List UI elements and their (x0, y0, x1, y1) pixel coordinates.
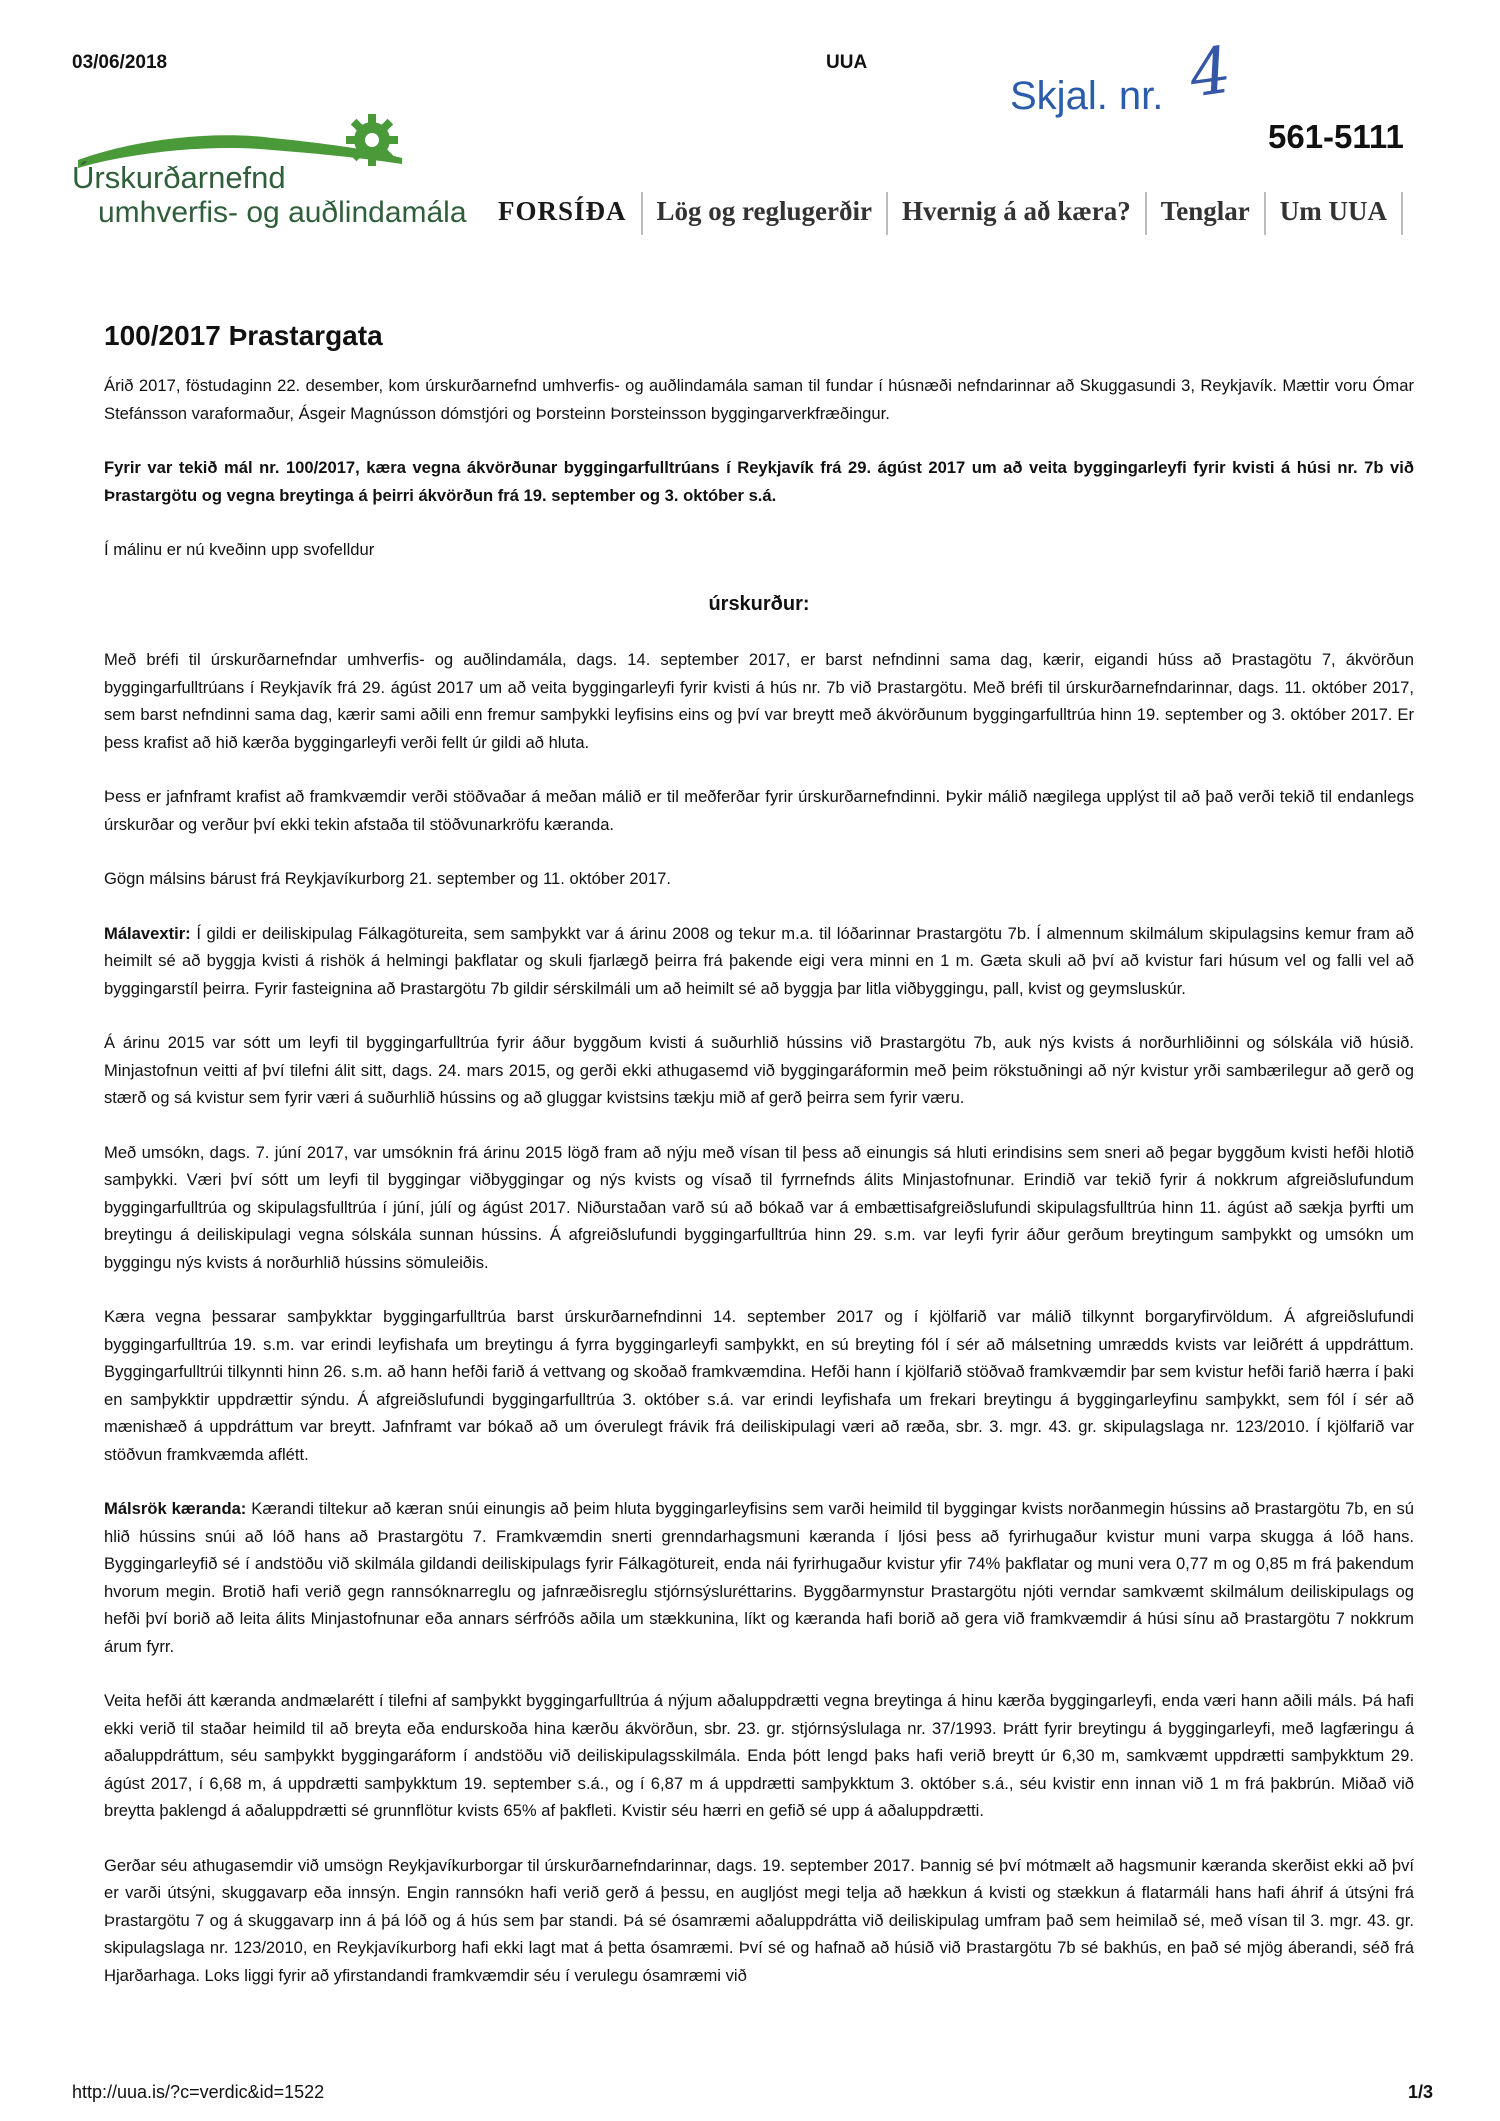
arguments-text: Kærandi tiltekur að kæran snúi einungis að þeim hluta byggingarleyfisins sem varði heimild til byggingar kvists norðanmegin hússins að Þrastargötu 7b, en sú hlið hússins snúi að lóð hans að Þrastargötu 7. Framkvæmdin snerti grenndarhagsmuni kæranda í ljósi þess að fyrirhugaður kvistur muni varpa skugga á lóð hans. Byggingarleyfið sé í andstöðu við skilmála gildandi deiliskipulags fyrir Fálkagötureit, enda nái fyrirhugaður kvistur yfir 74% þakflatar og muni vera 0,77 m og 0,85 m frá þakendum hvorum megin. Brotið hafi verið gegn rannsóknarreglu og jafnræðisreglu stjórnsýsluréttarins. Byggðarmynstur Þrastargötu njóti verndar samkvæmt skilmálum deiliskipulags og hefði því borið að leita álits Minjastofnunar eða annars sérfróðs aðila um stækkunina, líkt og kæranda hafi borið að gera við framkvæmdir á húsi sínu að Þrastargötu 7 nokkrum árum fyrr. (104, 1499, 1414, 1656)
paragraph-complaint: Með bréfi til úrskurðarnefndar umhverfis- og auðlindamála, dags. 14. september 2017, er barst nefndinni sama dag, kærir, eigandi húss að Þrastagötu 7, ákvörðun byggingarfulltrúans í Reykjavík frá 29. ágúst 2017 um að veita byggingarleyfi fyrir kvisti á hús nr. 7b við Þrastargötu. Með bréfi til úrskurðarnefndarinnar, dags. 11. október 2017, sem barst nefndinni sama dag, kærir sami aðili enn fremur samþykki leyfisins eins og því var breytt með ákvörðunum byggingarfulltrúa hinn 19. september og 3. október 2017. Er þess krafist að hið kærða byggingarleyfi verði fellt úr gildi að hluta. (104, 650, 1414, 752)
paragraph-appeal-history: Kæra vegna þessarar samþykktar byggingarfulltrúa barst úrskurðarnefndinni 14. september 2017 og í kjölfarið var málið tilkynnt borgaryfirvöldum. Á afgreiðslufundi byggingarfulltrúa 19. s.m. var erindi leyfishafa um breytingu á fyrra byggingarleyfi samþykkt, en sú breyting fól í sér að málsetning umrædds kvists var leiðrétt á uppdráttum. Byggingarfulltrúi tilkynnti hinn 26. s.m. að hann hefði farið á vettvang og skoðað framkvæmdina. Hefði hann í kjölfarið stöðvað framkvæmdir þar sem kvistur hefði farið hærra í þaki en samþykktir uppdrættir sýndu. Á afgreiðslufundi byggingarfulltrúa 3. október s.á. var erindi leyfishafa um frekari breytingu á byggingarleyfinu samþykkt, sem fól í sér að mænishæð á uppdráttum var breytt. Jafnframt var bókað að um óverulegt frávik frá deiliskipulagi væri að ræða, sbr. 3. mgr. 43. gr. skipulagslaga nr. 123/2010. Í kjölfarið var stöðvun framkvæmda aflétt. (104, 1307, 1414, 1464)
nav-item-forsida[interactable]: FORSÍÐA (498, 192, 643, 235)
paragraph-right-to-object: Veita hefði átt kæranda andmælarétt í tilefni af samþykkt byggingarfulltrúa á nýjum aðaluppdrætti vegna breytinga á hinu kærða byggingarleyfi, enda væri hann aðili máls. Þá hafi ekki verið til staðar heimild til að breyta eða endurskoða hina kærðu ákvörðun, sbr. 23. gr. stjórnsýslulaga nr. 37/1993. Þrátt fyrir breytingu á byggingarleyfi, með lagfæringu á aðaluppdráttum, séu samþykkt byggingaráform í andstöðu við deiliskipulagsskilmála. Enda þótt lengd þaks hafi verið breytt úr 6,30 m, samkvæmt uppdrætti samþykktum 29. ágúst 2017, í 6,68 m, á uppdrætti samþykktum 19. september s.á., og í 6,87 m á uppdrætti samþykktum 3. október s.á., séu kvistir enn innan við 1 m frá þakbrún. Miðað við breytta þaklengd á aðaluppdrætti sé grunnflötur kvists 65% af þakfleti. Kvistir séu hærri en gefið sé upp á aðaluppdrætti. (104, 1691, 1414, 1820)
nav-item-um-uua[interactable]: Um UUA (1266, 192, 1403, 235)
logo-text-line2: umhverfis- og auðlindamála (98, 196, 467, 229)
arguments-label: Málsrök kæranda: (104, 1499, 247, 1518)
ruling-body (104, 372, 1414, 2016)
paragraph-2017-application: Með umsókn, dags. 7. júní 2017, var umsóknin frá árinu 2015 lögð fram að nýju með vísan til þess að einungis sá hluti erindisins sem sneri að þegar byggðum kvisti hefði hlotið samþykki. Væri því sótt um leyfi til byggingar viðbyggingar og nýs kvists og vísað til fyrrnefnds álits Minjastofnunar. Erindið var tekið fyrir á nokkrum afgreiðslufundum byggingarfulltrúa og skipulagsfulltrúa í júní, júlí og ágúst 2017. Niðurstaðan varð sú að bókað var á embættisafgreiðslufundi skipulagsfulltrúa hinn 11. ágúst að sækja þyrfti um breytingu á deiliskipulagi vegna sólskála sunnan hússins. Á afgreiðslufundi byggingarfulltrúa hinn 29. s.m. var leyfi fyrir áður gerðum breytingum samþykkt og umsókn um byggingu nýs kvists á norðurhlið hússins sömuleiðis. (104, 1142, 1414, 1272)
phone-number: 561-5111 (1268, 118, 1404, 155)
print-title: UUA (826, 52, 868, 73)
facts-text: Í gildi er deiliskipulag Fálkagötureita, sem samþykkt var á árinu 2008 og tekur m.a. til lóðarinnar Þrastargötu 7b. Í almennum skilmálum skipulagsins kemur fram að heimilt sé að byggja kvisti á rishök á helmingi þakflatar og skuli fjarlægð þeirra frá þakende eigi vera minni en 1 m. Gæta skuli að því að kvistur fari húsum vel og falli vel að byggingarstíl þeirra. Fyrir fasteignina að Þrastargötu 7b gildir sérskilmáli um að heimilt sé að byggja þar litla viðbyggingu, pall, kvist og geymsluskúr. (104, 923, 1414, 998)
page-number: 1/3 (1408, 2082, 1434, 2102)
facts-label: Málavextir: (104, 923, 191, 943)
case-title: 100/2017 Þrastargata (104, 320, 383, 351)
footer-url: http://uua.is/?c=verdic&id=1522 (72, 2082, 325, 2102)
paragraph-meeting: Árið 2017, föstudaginn 22. desember, kom úrskurðarnefnd umhverfis- og auðlindamála saman til fundar í húsnæði nefndarinnar að Skuggasundi 3, Reykjavík. Mættir voru Ómar Stefánsson varaformaður, Ásgeir Magnússon dómstjóri og Þorsteinn Þorsteinsson byggingarverkfræðingur. (104, 376, 1414, 423)
nav-item-hvernig-a-ad-kaera[interactable]: Hvernig á að kæra? (888, 192, 1147, 235)
paragraph-2015-application: Á árinu 2015 var sótt um leyfi til byggingarfulltrúa fyrir áður byggðum kvisti á suðurhlið hússins við Þrastargötu 7b, auk nýs kvists á norðurhliðinni og sólskála við húsið. Minjastofnun veitti af því tilefni álit sitt, dags. 24. mars 2015, og gerði ekki athugasemd við byggingaráformin með þeim rökstuðningi að nýr kvistur yrði sambærilegur að gerð og stærð og sá kvistur sem fyrir væri á suðurhlið hússins og að gluggar kvistsins tækju mið af gerð þeirra sem fyrir væru. (104, 1033, 1414, 1107)
ruling-heading: úrskurður: (708, 592, 810, 615)
print-date: 03/06/2018 (72, 52, 168, 73)
nav-item-tenglar[interactable]: Tenglar (1147, 192, 1266, 235)
paragraph-objections: Gerðar séu athugasemdir við umsögn Reykjavíkurborgar til úrskurðarnefndarinnar, dags. 19. september 2017. Þannig sé því mótmælt að hagsmunir kæranda skerðist ekki að því er varði útsýni, skuggavarp eða innsýn. Engin rannsókn hafi verið gerð á þessu, en augljóst megi telja að hækkun á kvisti og stækkun á flatarmáli hans hafi áhrif á útsýni frá Þrastargötu 7 og á skuggavarp inn á þá lóð og á hús sem þar standi. Þá sé ósamræmi aðaluppdrátta við deiliskipulag umfram það sem heimilað sé, með vísan til 3. mgr. 43. gr. skipulagslaga nr. 123/2010, en Reykjavíkurborg hafi ekki lagt mat á þetta ósamræmi. Því sé og hafnað að húsið við Þrastargötu 7b sé bakhús, en það sé mjög áberandi, séð frá Hjarðarhaga. Loks liggi fyrir að yfirstandandi framkvæmdir séu í verulegu ósamræmi við (104, 1855, 1414, 1985)
paragraph-documents: Gögn málsins bárust frá Reykjavíkurborg 21. september og 11. október 2017. (104, 869, 671, 888)
main-nav (498, 192, 1403, 235)
paragraph-facts (104, 920, 1414, 1003)
paragraph-case-intro: Fyrir var tekið mál nr. 100/2017, kæra vegna ákvörðunar byggingarfulltrúans í Reykjavík frá 29. ágúst 2017 um að veita byggingarleyfi fyrir kvisti á húsi nr. 7b við Þrastargötu og vegna breytinga á þeirri ákvörðun frá 19. september og 3. október s.á. (104, 458, 1414, 505)
paragraph-ruling-lead: Í málinu er nú kveðinn upp svofelldur (104, 540, 375, 559)
nav-item-log-og-reglugerdir[interactable]: Lög og reglugerðir (643, 192, 888, 235)
paragraph-complainant-arguments (104, 1495, 1414, 1660)
document-number-label: Skjal. nr. (1010, 74, 1164, 118)
document-number-handwritten: 4 (1185, 33, 1236, 113)
paragraph-stay-request: Þess er jafnframt krafist að framkvæmdir verði stöðvaðar á meðan málið er til meðferðar fyrir úrskurðarnefndinni. Þykir málið nægilega upplýst til að það verði tekið til endanlegs úrskurðar og verður því ekki tekin afstaða til stöðvunarkröfu kæranda. (104, 787, 1414, 834)
logo-text-line1: Úrskurðarnefnd (72, 160, 286, 195)
